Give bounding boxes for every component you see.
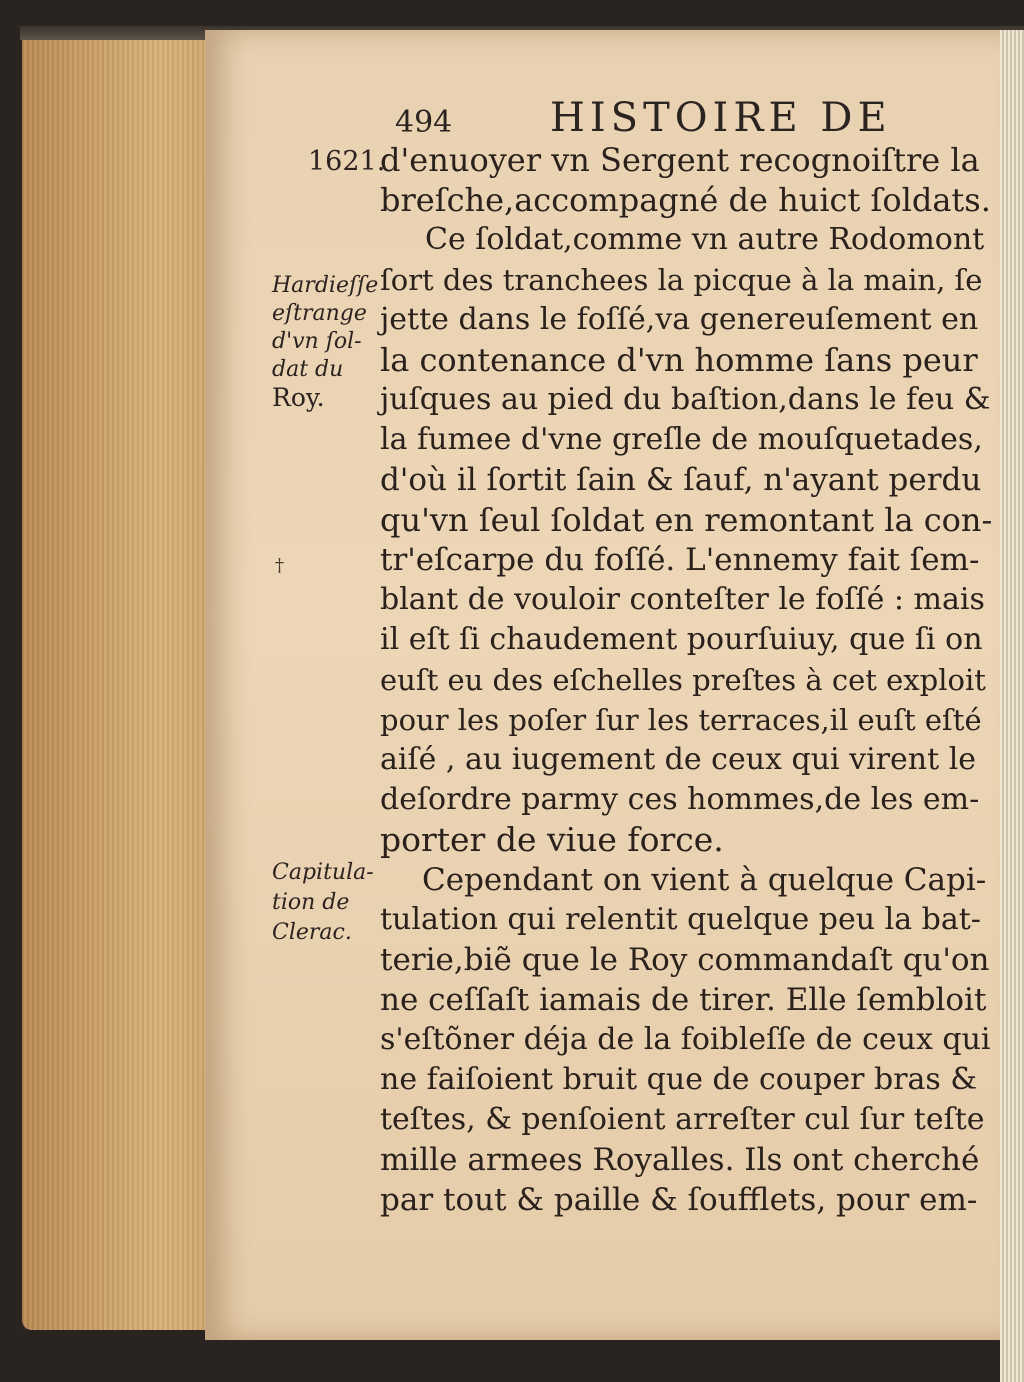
text-line: par tout & paille & ſoufflets, pour em- (380, 1182, 978, 1218)
margin-note-line: d'vn ſol- (272, 329, 362, 354)
margin-note-line: Hardieſſe (272, 273, 379, 298)
page-block-edge (22, 30, 222, 1330)
text-line: Cependant on vient à quelque Capi- (422, 862, 987, 898)
text-line: blant de vouloir conteſter le foſſé : mais (380, 582, 985, 617)
text-line: deſordre parmy ces hommes,de les em- (380, 782, 980, 817)
margin-note-hardiesse (272, 272, 378, 412)
margin-year: 1621. (308, 146, 386, 177)
text-line: la fumee d'vne greſle de mouſquetades, (380, 422, 983, 457)
text-line: il eſt ſi chaudement pourſuiuy, que ſi on (380, 622, 983, 657)
text-line: ne ceſſaſt iamais de tirer. Elle ſembloit (380, 982, 987, 1018)
running-title: HISTOIRE DE (550, 95, 892, 141)
page-fore-edge (1000, 30, 1024, 1382)
margin-note-capitulation (272, 858, 374, 948)
text-line: tulation qui relentit quelque peu la bat- (380, 902, 981, 937)
text-line: aiſé , au iugement de ceux qui virent le (380, 742, 977, 777)
margin-note-line: Capitula- (272, 860, 374, 885)
text-line: pour les poſer ſur les terraces,il euſt eſté (380, 703, 982, 737)
text-line: euſt eu des eſchelles preſtes à cet exploit (380, 663, 986, 697)
margin-note-line: Clerac. (272, 920, 352, 945)
margin-mark: † (275, 555, 284, 576)
margin-note-line: tion de (272, 890, 350, 915)
text-line: teſtes, & penſoient arreſter cul ſur teſte (380, 1102, 985, 1137)
text-line: Ce ſoldat,comme vn autre Rodomont (425, 222, 985, 257)
text-line: d'enuoyer vn Sergent recognoiſtre la (380, 141, 980, 179)
text-line: terie,biẽ que le Roy commandaſt qu'on (380, 942, 990, 978)
margin-note-line: eſtrange (272, 301, 367, 326)
text-line: jette dans le foſſé,va genereuſement en (380, 302, 979, 337)
text-line: d'où il ſortit ſain & ſauf, n'ayant perdu (380, 462, 982, 498)
text-line: juſques au pied du baſtion,dans le feu & (380, 382, 991, 417)
margin-note-line: dat du (272, 357, 344, 382)
text-line: breſche,accompagné de huict ſoldats. (380, 181, 991, 219)
page-number: 494 (395, 105, 453, 140)
text-line: porter de viue force. (380, 820, 724, 859)
text-line: tr'eſcarpe du foſſé. L'ennemy fait ſem- (380, 542, 980, 578)
text-line: qu'vn ſeul ſoldat en remontant la con- (380, 501, 993, 539)
text-line: ſort des tranchees la picque à la main, ſe (380, 263, 983, 297)
margin-note-line: Roy. (272, 383, 325, 412)
text-line: ne faiſoient bruit que de couper bras & (380, 1062, 978, 1097)
text-line: la contenance d'vn homme ſans peur (380, 341, 978, 379)
text-line: mille armees Royalles. Ils ont cherché (380, 1142, 980, 1178)
text-line: s'eſtõner déja de la foibleſſe de ceux qui (380, 1022, 991, 1057)
